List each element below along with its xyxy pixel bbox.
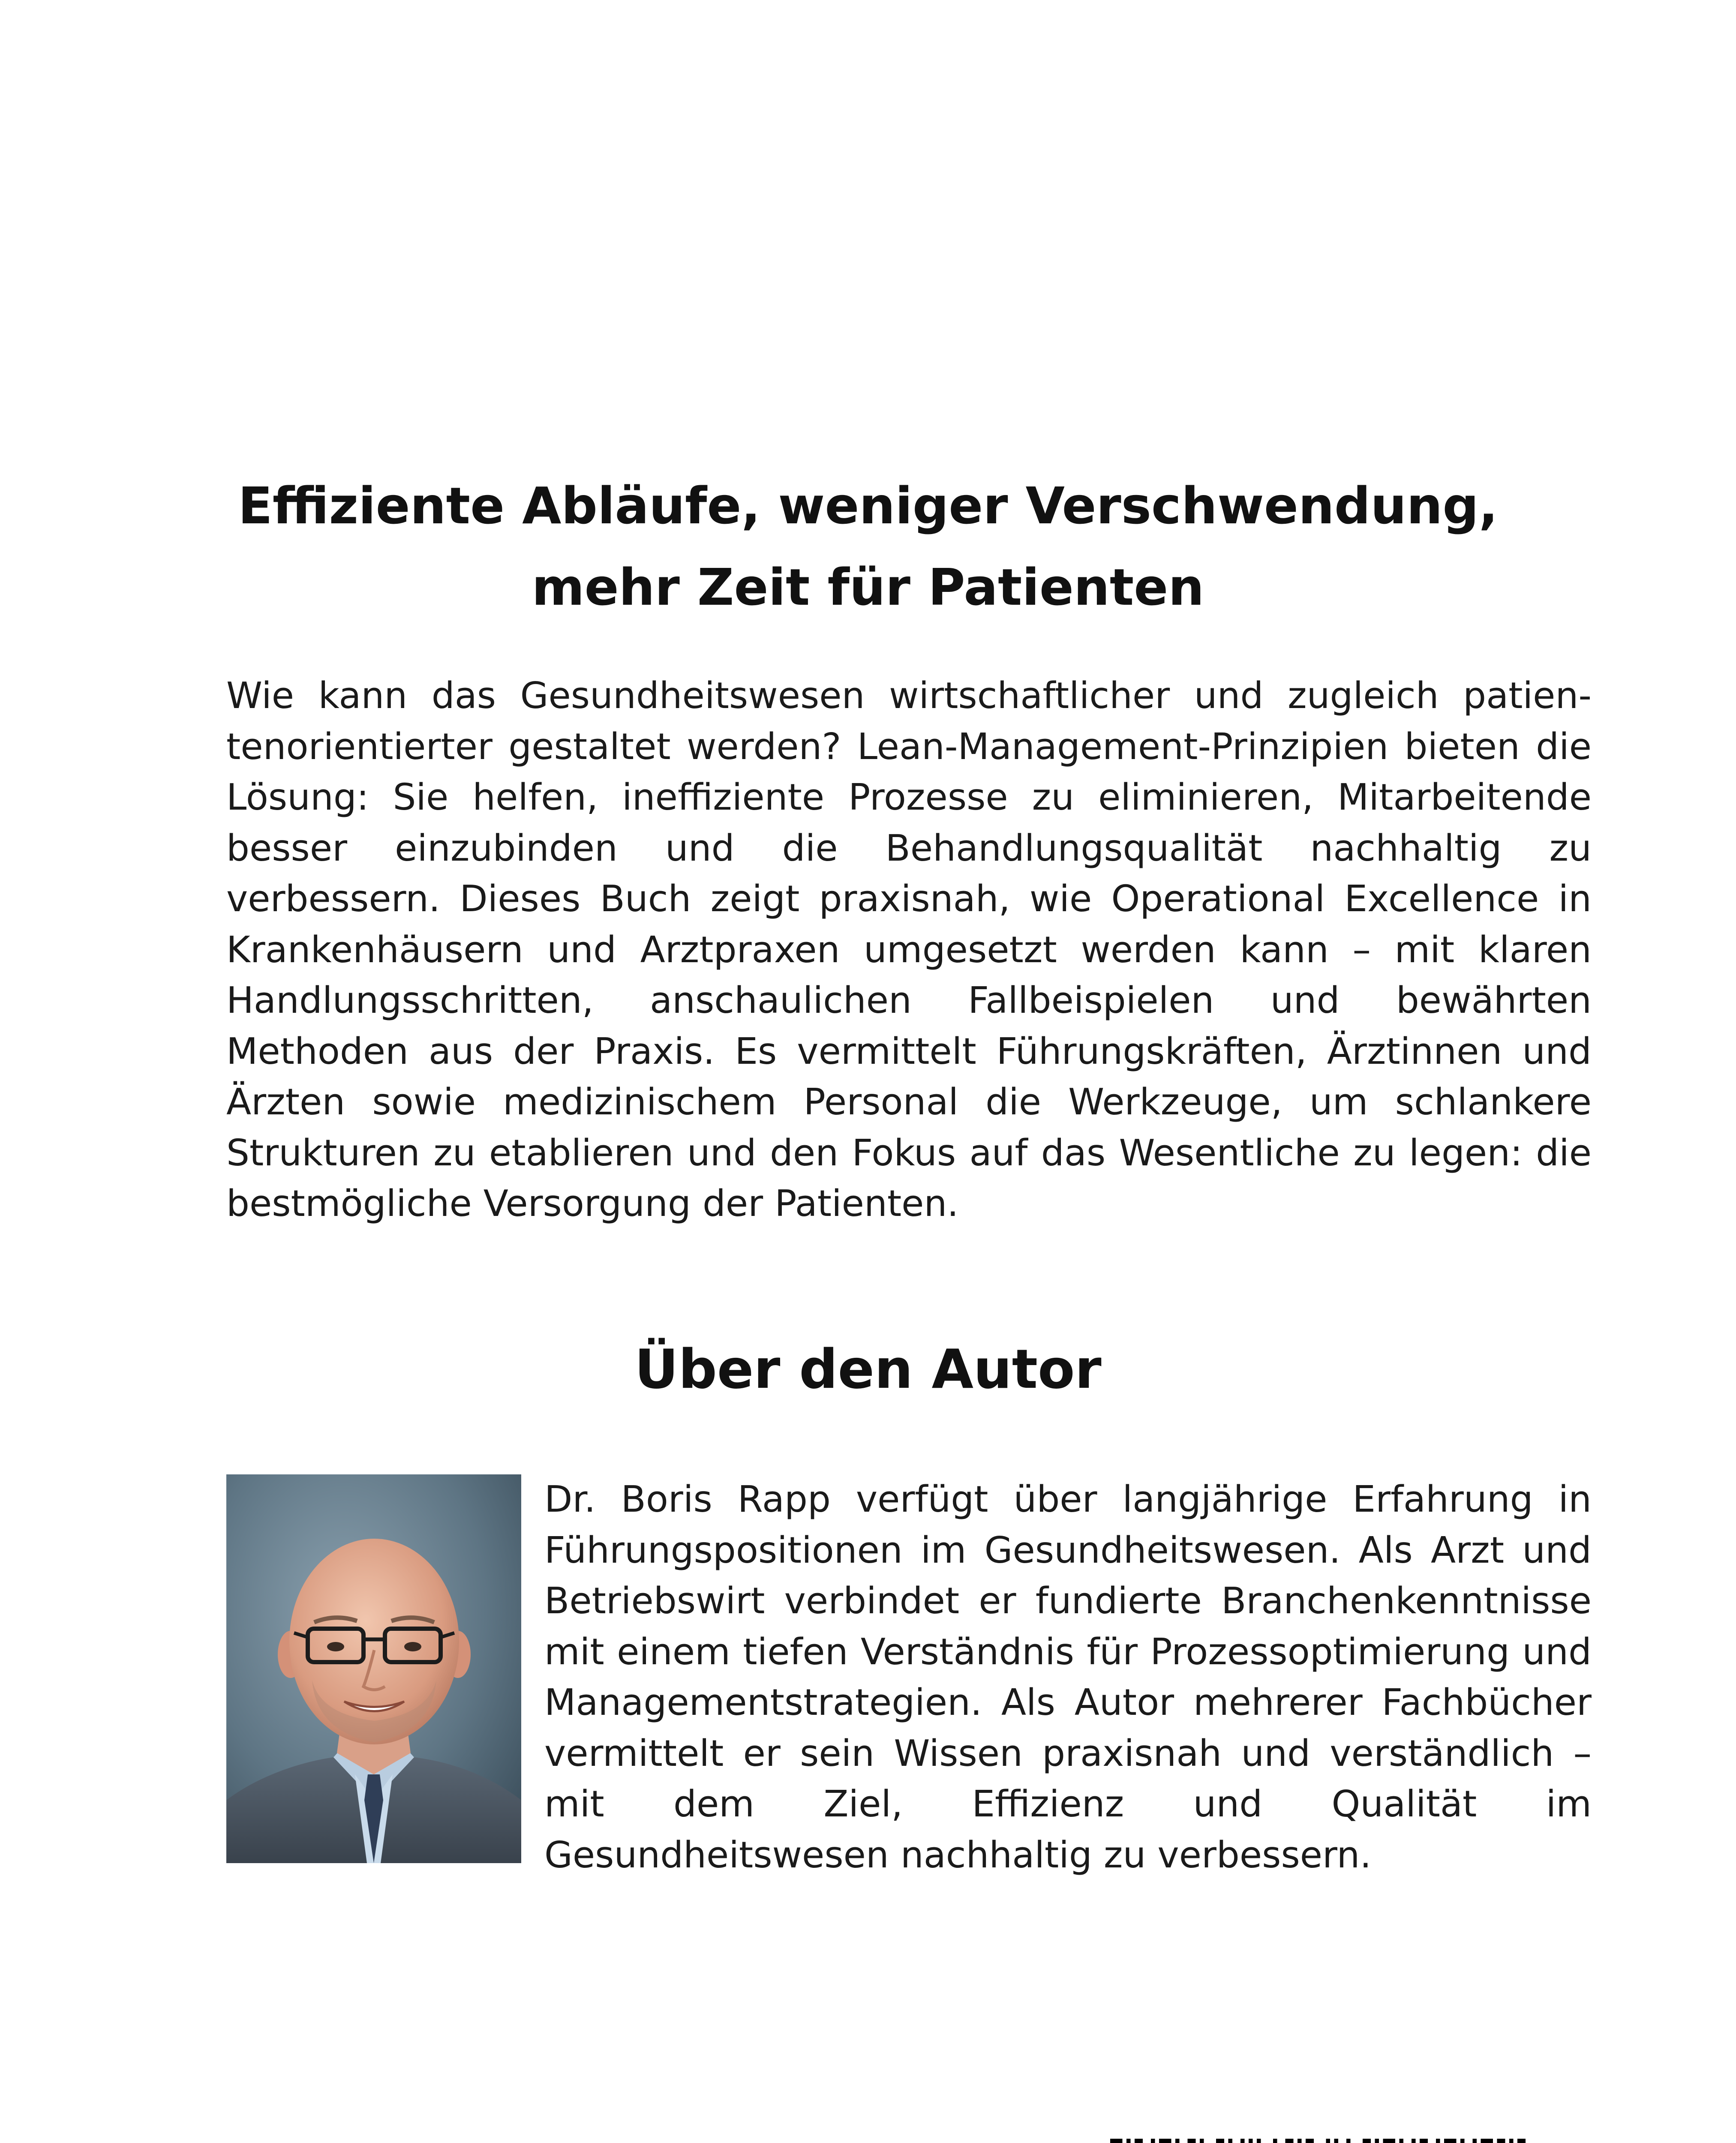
barcode-bar bbox=[1497, 2139, 1505, 2143]
author-photo bbox=[226, 1474, 521, 1863]
barcode-bar bbox=[1363, 2139, 1371, 2143]
barcode-bar bbox=[1297, 2139, 1302, 2143]
barcode-bar bbox=[1375, 2139, 1379, 2143]
barcode-bar bbox=[1481, 2139, 1493, 2143]
barcode-bar bbox=[1346, 2139, 1351, 2143]
barcode-bar bbox=[1400, 2139, 1404, 2143]
barcode-bar bbox=[1517, 2139, 1526, 2143]
barcode-bar bbox=[1159, 2139, 1171, 2143]
barcode-bar bbox=[1126, 2139, 1131, 2143]
barcode-bar bbox=[1200, 2139, 1204, 2143]
barcode-bar bbox=[1473, 2139, 1477, 2143]
author-section-title: Über den Autor bbox=[634, 1338, 1102, 1401]
back-cover-headline bbox=[0, 465, 1736, 628]
barcode-bar bbox=[1240, 2139, 1245, 2143]
barcode-bar bbox=[1249, 2139, 1253, 2143]
barcode-bar bbox=[1257, 2139, 1261, 2143]
barcode-bar bbox=[1412, 2139, 1416, 2143]
barcode-bar bbox=[1188, 2139, 1196, 2143]
blurb-paragraph: Wie kann das Gesundheitswesen wirtschaftlicher und zugleich patientenorientierter gestaltet werden? Lean-Management-Prinzipien bieten die Lösung: Sie helfen, ineffiziente Prozesse zu eliminieren, Mitarbeitende besser einzubinden und die Behandlungsqualität nachhaltig zu verbessern. Dieses Buch zeigt praxisnah, wie Operational Excellence in Krankenhäusern und Arztpraxen umgesetzt werden kann – mit klaren Handlungsschritten, anschaulichen Fallbeispielen und bewährten Methoden aus der Praxis. Es vermittelt Führungskräften, Ärztinnen und Ärzten sowie medizinischem Personal die Werkzeuge, um schlankere Strukturen zu etablieren und den Fokus auf das Wesentliche zu legen: die bestmögliche Versorgung der Patienten. bbox=[226, 675, 1592, 1225]
barcode-bar bbox=[1444, 2139, 1457, 2143]
headline-line-2: mehr Zeit für Patienten bbox=[532, 558, 1204, 617]
barcode-bar bbox=[1216, 2139, 1224, 2143]
barcode-bar bbox=[1285, 2139, 1294, 2143]
barcode-bar bbox=[1151, 2139, 1155, 2143]
barcode-bar bbox=[1436, 2139, 1440, 2143]
headline-line-1: Effiziente Abläufe, weniger Verschwendung, bbox=[238, 476, 1498, 535]
author-bio: Dr. Boris Rapp verfügt über langjährige Erfahrung in Führungspositionen im Gesundheitswesen. Als Arzt und Betriebswirt verbindet er fundierte Branchenkenntnisse mit einem tiefen Verständnis für Prozessoptimierung und Managementstrategien. Als Autor mehrerer Fachbücher vermittelt er sein Wissen praxisnah und verständlich – mit dem Ziel, Effizienz und Qualität im Gesundheitswesen nachhaltig zu verbessern. bbox=[544, 1478, 1592, 1876]
barcode-bar bbox=[1306, 2139, 1314, 2143]
barcode-bar bbox=[1273, 2139, 1277, 2143]
isbn-barcode bbox=[1063, 2139, 1526, 2143]
barcode-bar bbox=[1110, 2139, 1123, 2143]
barcode-bar bbox=[1228, 2139, 1233, 2143]
barcode-bar bbox=[1135, 2139, 1143, 2143]
barcode-bar bbox=[1175, 2139, 1180, 2143]
barcode-bar bbox=[1460, 2139, 1465, 2143]
barcode-bar bbox=[1334, 2139, 1339, 2143]
barcode-bar bbox=[1509, 2139, 1514, 2143]
barcode-bar bbox=[1383, 2139, 1396, 2143]
barcode-bar bbox=[1326, 2139, 1331, 2143]
barcode-bar bbox=[1420, 2139, 1428, 2143]
